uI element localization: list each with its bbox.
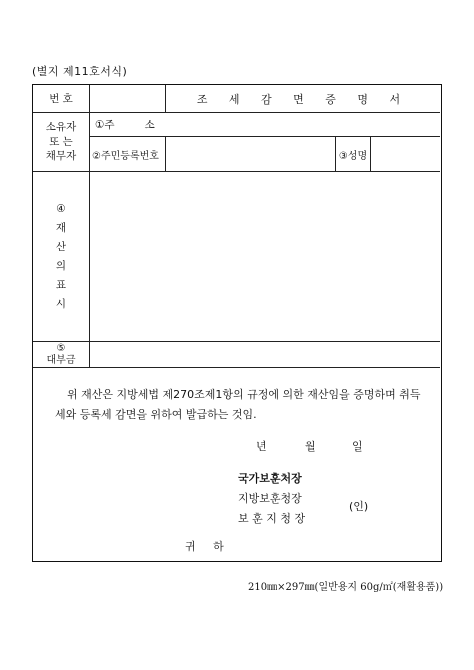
issue-date [33, 437, 440, 457]
date-day: 일 [352, 440, 363, 453]
owner-label-line: 채무자 [45, 150, 77, 163]
name-field[interactable] [371, 137, 440, 171]
certificate-form [32, 84, 442, 562]
seal-mark: (인) [349, 500, 369, 513]
loan-label-line: ⑤ [56, 342, 66, 354]
address-field[interactable] [166, 113, 440, 136]
property-label-line: 산 [55, 240, 67, 253]
row-divider [33, 367, 440, 368]
loan-label-line: 대부금 [46, 354, 76, 366]
statement-line: 위 재산은 지방세법 제270조제1항의 규정에 의한 재산임을 증명하며 취득 [67, 388, 421, 401]
loan-amount-field[interactable] [90, 342, 440, 367]
resident-id-label: ②주민등록번호 [92, 150, 159, 162]
number-field[interactable] [90, 85, 164, 112]
form-number-label: (별지 제11호서식) [32, 65, 128, 78]
statement-line: 세와 등록세 감면을 위하여 발급하는 것임. [55, 408, 257, 421]
date-year: 년 [256, 440, 267, 453]
owner-label [33, 113, 89, 171]
loan-label [33, 342, 89, 367]
certification-statement [55, 385, 435, 425]
resident-id-field[interactable] [166, 137, 335, 171]
owner-label-line: 소유자 [45, 121, 77, 134]
number-label: 번 호 [49, 93, 73, 105]
property-label-line: ④ [56, 202, 66, 215]
address-label: ①주 소 [95, 119, 155, 131]
property-label-line: 의 [55, 259, 67, 272]
property-label [33, 172, 89, 341]
date-month: 월 [305, 440, 316, 453]
property-description-field[interactable] [90, 172, 440, 341]
property-label-line: 재 [55, 221, 67, 234]
owner-label-line: 또 는 [49, 135, 73, 148]
issuer-line: 국가보훈처장 [238, 472, 302, 485]
issuer-line: 보 훈 지 청 장 [238, 512, 306, 525]
property-label-line: 표 [55, 278, 67, 291]
issuer-line: 지방보훈청장 [238, 492, 302, 505]
paper-spec-note: 210㎜×297㎜(일반용지 60g/㎡(재활용품)) [248, 582, 444, 593]
property-label-line: 시 [55, 297, 67, 310]
issuer-block [238, 469, 338, 529]
addressee: 귀 하 [185, 540, 224, 553]
name-label: ③성명 [338, 150, 368, 162]
document-title: 조 세 감 면 증 명 서 [196, 92, 410, 106]
